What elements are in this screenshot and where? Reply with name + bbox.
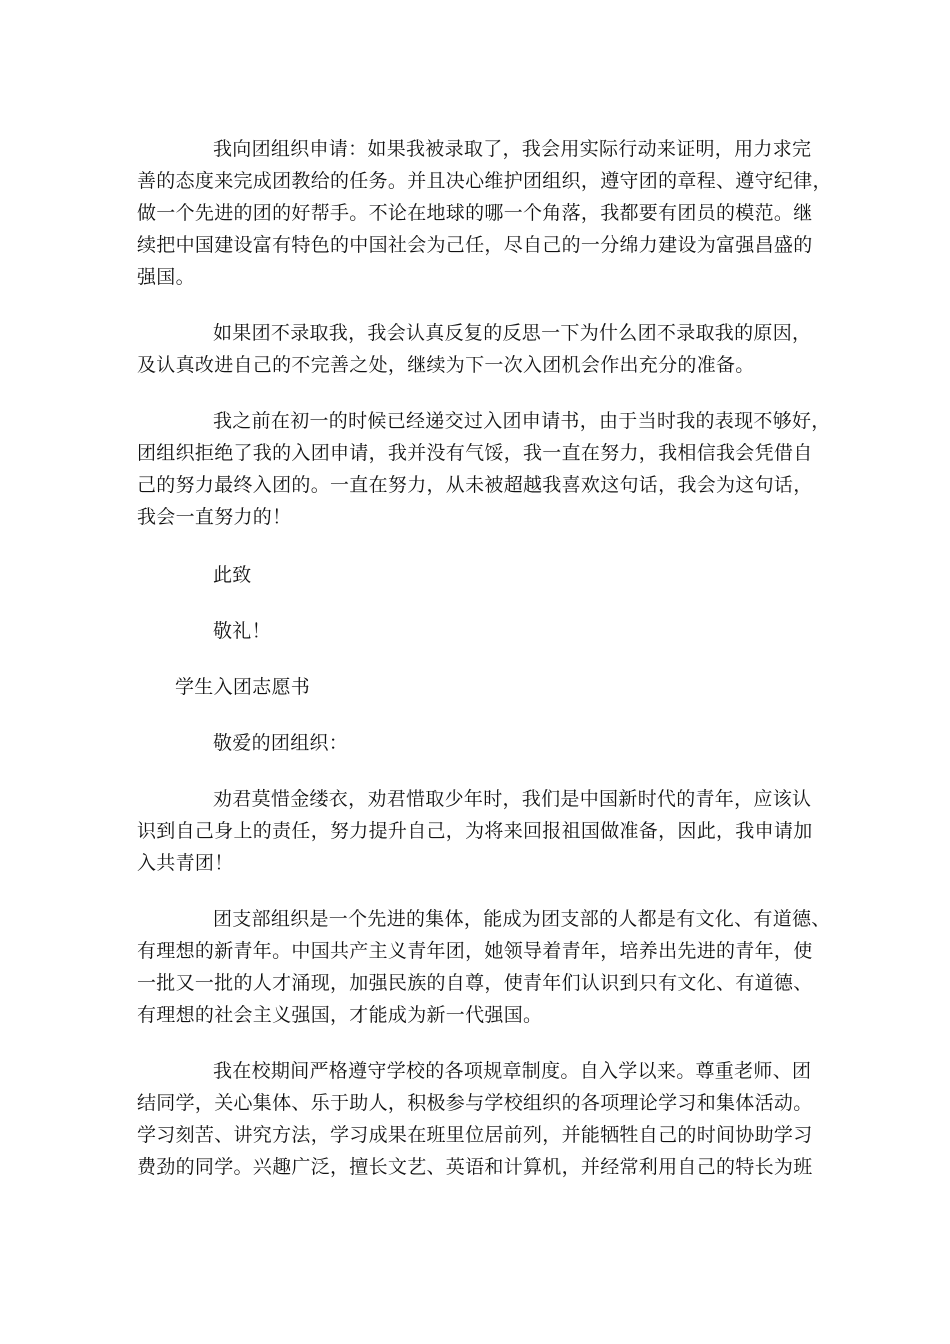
- text-line: 一批又一批的人才涌现，加强民族的自尊，使青年们认识到只有文化、有道德、: [137, 972, 813, 994]
- text-line: 有理想的社会主义强国，才能成为新一代强国。: [137, 1004, 543, 1026]
- text-line: 续把中国建设富有特色的中国社会为己任，尽自己的一分绵力建设为富强昌盛的: [137, 234, 813, 256]
- heading-text: 学生入团志愿书: [175, 676, 311, 698]
- text-line: 有理想的新青年。中国共产主义青年团，她领导着青年，培养出先进的青年，使: [137, 940, 813, 962]
- text-line: 学习刻苦、讲究方法，学习成果在班里位居前列，并能牺牲自己的时间协助学习: [137, 1124, 813, 1146]
- text-line: 劝君莫惜金缕衣，劝君惜取少年时，我们是中国新时代的青年，应该认: [213, 788, 812, 810]
- paragraph-league-branch: [137, 903, 831, 1031]
- text-line: 如果团不录取我，我会认真反复的反思一下为什么团不录取我的原因，: [213, 322, 812, 344]
- paragraph-if-not-accepted: [137, 317, 817, 381]
- text-line: 识到自己身上的责任，努力提升自己，为将来回报祖国做准备，因此，我申请加: [137, 820, 813, 842]
- section-heading: [137, 671, 817, 703]
- text-line: 此致: [213, 564, 252, 586]
- paragraph-application-pledge: [137, 133, 832, 293]
- text-line: 己的努力最终入团的。一直在努力，从未被超越我喜欢这句话，我会为这句话，: [137, 474, 813, 496]
- text-line: 做一个先进的团的好帮手。不论在地球的哪一个角落，我都要有团员的模范。继: [137, 202, 813, 224]
- text-line: 团组织拒绝了我的入团申请，我并没有气馁，我一直在努力，我相信我会凭借自: [137, 442, 813, 464]
- text-line: 我之前在初一的时候已经递交过入团申请书，由于当时我的表现不够好，: [213, 410, 831, 432]
- text-line: 敬礼！: [213, 620, 271, 642]
- salutation: [137, 727, 817, 759]
- text-line: 敬爱的团组织：: [213, 732, 349, 754]
- text-line: 入共青团！: [137, 852, 234, 874]
- text-line: 及认真改进自己的不完善之处，继续为下一次入团机会作出充分的准备。: [137, 354, 755, 376]
- text-line: 我在校期间严格遵守学校的各项规章制度。自入学以来。尊重老师、团: [213, 1060, 812, 1082]
- closing-salute: [137, 615, 817, 647]
- text-line: 团支部组织是一个先进的集体，能成为团支部的人都是有文化、有道德、: [213, 908, 831, 930]
- text-line: 强国。: [137, 266, 195, 288]
- text-line: 我向团组织申请：如果我被录取了，我会用实际行动来证明，用力求完: [213, 138, 812, 160]
- text-line: 结同学，关心集体、乐于助人，积极参与学校组织的各项理论学习和集体活动。: [137, 1092, 813, 1114]
- text-line: 费劲的同学。兴趣广泛，擅长文艺、英语和计算机，并经常利用自己的特长为班: [137, 1156, 813, 1178]
- closing-greeting: [137, 559, 817, 591]
- text-line: 善的态度来完成团教给的任务。并且决心维护团组织，遵守团的章程、遵守纪律，: [137, 170, 832, 192]
- paragraph-youth-responsibility: [137, 783, 817, 879]
- paragraph-previous-application: [137, 405, 831, 533]
- paragraph-school-conduct: [137, 1055, 817, 1183]
- text-line: 我会一直努力的！: [137, 506, 292, 528]
